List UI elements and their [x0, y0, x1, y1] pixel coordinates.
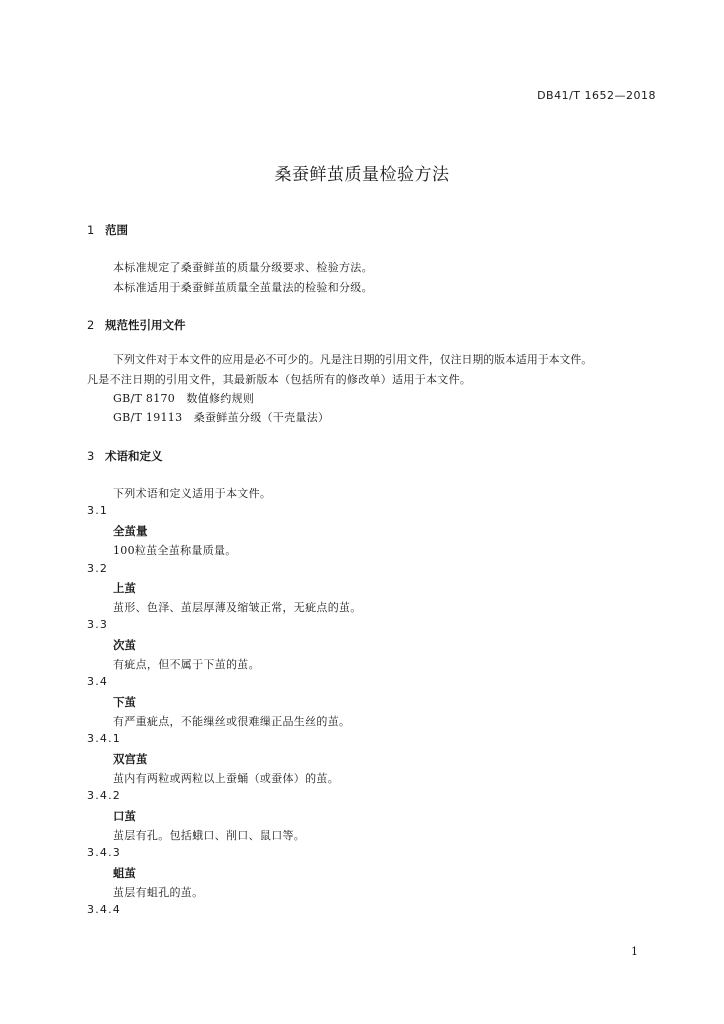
term-number: 3.4.2	[87, 789, 121, 802]
section-title: 范围	[105, 223, 128, 237]
section-number: 3	[87, 449, 95, 463]
term-number: 3.4.4	[87, 903, 121, 916]
paragraph: 凡是不注日期的引用文件，其最新版本（包括所有的修改单）适用于本文件。	[87, 373, 472, 386]
term-definition: 有严重疵点，不能缫丝或很难缫正品生丝的茧。	[113, 715, 351, 728]
paragraph: 本标准规定了桑蚕鲜茧的质量分级要求、检验方法。	[113, 261, 373, 274]
standard-code: DB41/T 1652—2018	[537, 89, 656, 102]
reference-item: GB/T 19113 桑蚕鲜茧分级（干壳量法）	[113, 411, 330, 424]
section-1-heading	[87, 222, 128, 238]
section-number: 2	[87, 318, 95, 332]
section-number: 1	[87, 223, 95, 237]
term-name: 蛆茧	[113, 866, 136, 880]
section-2-heading	[87, 317, 186, 333]
term-definition: 有疵点，但不属于下茧的茧。	[113, 658, 260, 671]
term-definition: 茧内有两粒或两粒以上蚕蛹（或蚕体）的茧。	[113, 772, 339, 785]
term-definition: 茧形、色泽、茧层厚薄及缩皱正常，无疵点的茧。	[113, 601, 362, 614]
term-name: 双宫茧	[113, 752, 148, 766]
term-definition: 茧层有蛆孔的茧。	[113, 886, 204, 899]
term-name: 次茧	[113, 638, 136, 652]
paragraph: 下列文件对于本文件的应用是必不可少的。凡是注日期的引用文件，仅注日期的版本适用于本文件。	[113, 353, 593, 366]
term-number: 3.4.1	[87, 732, 121, 745]
term-name: 全茧量	[113, 524, 148, 538]
term-definition: 茧层有孔。包括蛾口、削口、鼠口等。	[113, 829, 306, 842]
page-number: 1	[631, 945, 638, 958]
term-number: 3.2	[87, 562, 109, 575]
section-3-heading	[87, 448, 163, 464]
term-number: 3.4	[87, 675, 109, 688]
term-definition: 100粒茧全茧称量质量。	[113, 544, 237, 557]
paragraph: 本标准适用于桑蚕鲜茧质量全茧量法的检验和分级。	[113, 281, 373, 294]
term-number: 3.4.3	[87, 846, 121, 859]
document-title: 桑蚕鲜茧质量检验方法	[274, 165, 450, 185]
paragraph: 下列术语和定义适用于本文件。	[113, 487, 272, 500]
term-name: 上茧	[113, 581, 136, 595]
reference-item: GB/T 8170 数值修约规则	[113, 392, 255, 405]
term-number: 3.1	[87, 504, 109, 517]
section-title: 规范性引用文件	[105, 318, 186, 332]
term-number: 3.3	[87, 618, 109, 631]
term-name: 口茧	[113, 809, 136, 823]
term-name: 下茧	[113, 695, 136, 709]
section-title: 术语和定义	[105, 449, 163, 463]
